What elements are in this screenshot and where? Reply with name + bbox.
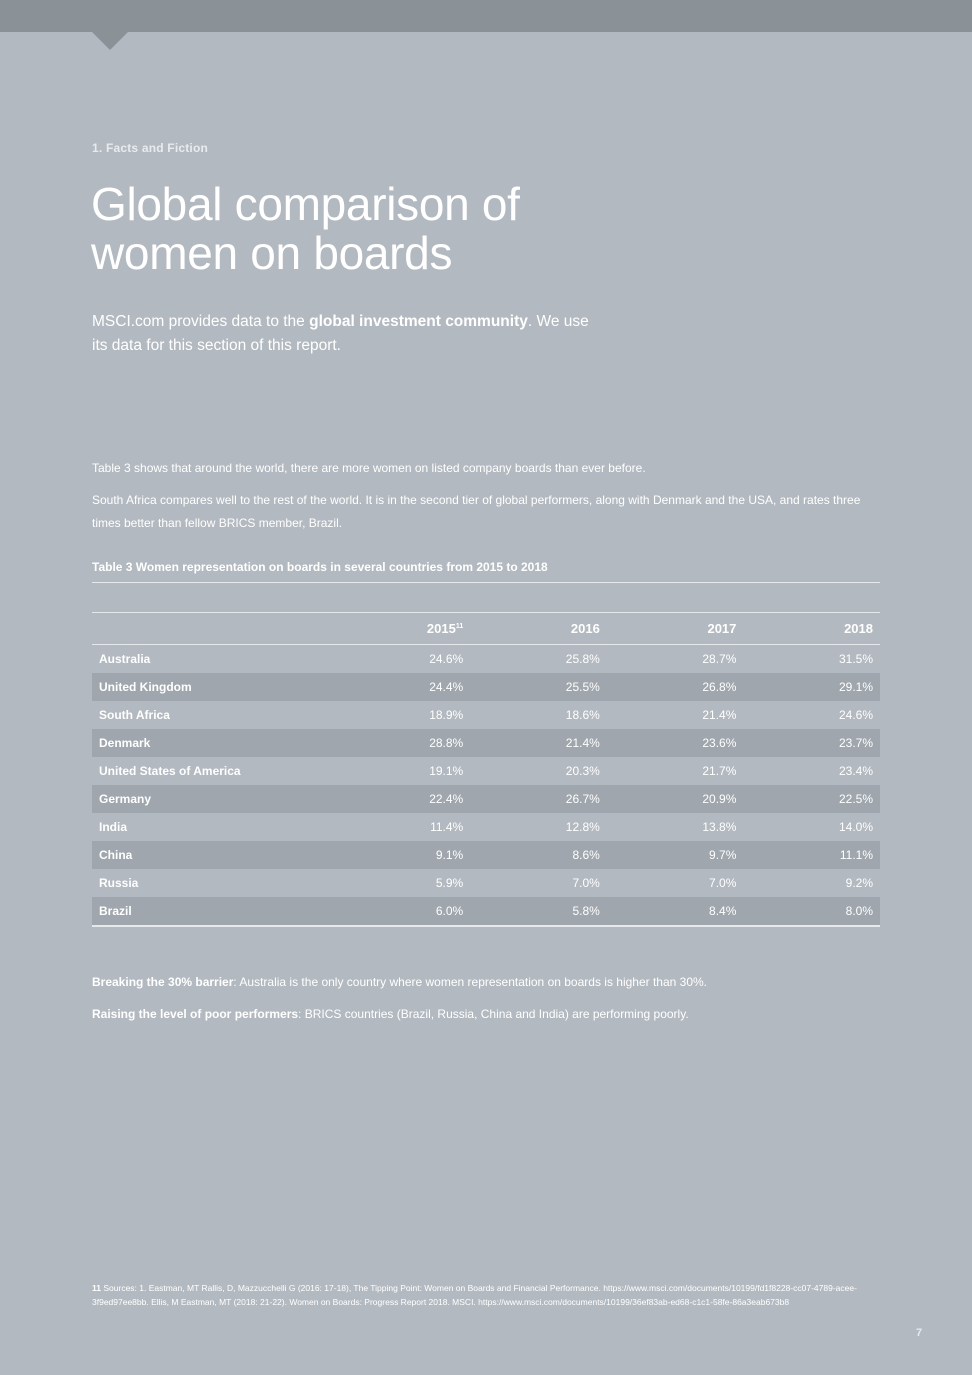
header-country bbox=[92, 613, 326, 645]
value-cell: 28.8% bbox=[326, 729, 470, 757]
value-cell: 23.4% bbox=[838, 764, 873, 778]
country-cell: United States of America bbox=[99, 764, 241, 778]
value-cell: 12.8% bbox=[565, 820, 600, 834]
intro-post: . We use its data for this section of this report. bbox=[92, 313, 589, 354]
value-cell: 25.5% bbox=[470, 673, 607, 701]
note-30-percent bbox=[92, 973, 882, 991]
country-cell: Brazil bbox=[92, 897, 326, 926]
note-1-text: : Australia is the only country where women representation on boards is higher than 30%. bbox=[233, 975, 708, 989]
value-cell: 24.6% bbox=[429, 652, 464, 666]
footnote-ref: 11 bbox=[455, 623, 464, 630]
value-cell: 29.1% bbox=[743, 673, 880, 701]
paragraph-1: Table 3 shows that around the world, there are more women on listed company boards than ever before. bbox=[92, 461, 646, 475]
value-cell: 20.3% bbox=[565, 764, 600, 778]
table-row bbox=[92, 673, 880, 701]
value-cell: 24.6% bbox=[838, 708, 873, 722]
value-cell: 26.7% bbox=[470, 785, 607, 813]
country-cell: Denmark bbox=[92, 729, 326, 757]
title-line-2: women on boards bbox=[91, 227, 453, 279]
value-cell: 9.7% bbox=[607, 841, 744, 869]
table-row bbox=[92, 729, 880, 757]
value-cell: 24.4% bbox=[326, 673, 470, 701]
value-cell: 9.2% bbox=[845, 876, 873, 890]
value-cell: 14.0% bbox=[838, 820, 873, 834]
country-cell: China bbox=[92, 841, 326, 869]
table-row bbox=[92, 813, 880, 841]
value-cell: 7.0% bbox=[709, 876, 737, 890]
table-row bbox=[92, 897, 880, 926]
footnote-number: 11 bbox=[92, 1283, 101, 1293]
note-1-bold: Breaking the 30% barrier bbox=[92, 975, 234, 989]
value-cell: 20.9% bbox=[607, 785, 744, 813]
page-title bbox=[91, 180, 651, 278]
footnote bbox=[92, 1281, 882, 1309]
value-cell: 21.4% bbox=[702, 708, 737, 722]
top-bar-notch bbox=[92, 32, 128, 50]
note-2-text: : BRICS countries (Brazil, Russia, China and India) are performing poorly. bbox=[298, 1007, 689, 1021]
country-cell: Russia bbox=[99, 876, 139, 890]
note-poor-performers bbox=[92, 1005, 882, 1023]
value-cell: 23.7% bbox=[743, 729, 880, 757]
table-row bbox=[92, 701, 880, 729]
table-row bbox=[92, 841, 880, 869]
country-cell: India bbox=[99, 820, 128, 834]
title-line-1: Global comparison of bbox=[91, 178, 520, 230]
value-cell: 7.0% bbox=[572, 876, 600, 890]
value-cell: 26.8% bbox=[607, 673, 744, 701]
footnote-text: Sources: 1. Eastman, MT Rallis, D, Mazzucchelli G (2016: 17-18), The Tipping Point: Women on Boards and Financial Performance. https://www.msci.com/documents/10199/fd1f8228-cc07-4789-acee-3f9ed97ee8bb. Ellis, M Eastman, MT (2018: 21-22). Women on Boards: Progress Report 2018. MSCI. https://www.msci.com/documents/10199/36ef83ab-ed68-c1c1-58fe-86a3eab673b8 bbox=[92, 1283, 857, 1307]
table-row bbox=[92, 645, 880, 674]
value-cell: 31.5% bbox=[838, 652, 873, 666]
table-title-rule bbox=[92, 582, 880, 583]
women-on-boards-table bbox=[92, 613, 880, 927]
value-cell: 11.1% bbox=[743, 841, 880, 869]
country-cell: South Africa bbox=[99, 708, 170, 722]
table-title: Table 3 Women representation on boards in several countries from 2015 to 2018 bbox=[92, 560, 548, 574]
header-year: 2016 bbox=[470, 613, 607, 645]
value-cell: 25.8% bbox=[565, 652, 600, 666]
intro-bold: global investment community bbox=[309, 313, 528, 330]
top-bar bbox=[0, 0, 972, 32]
value-cell: 8.0% bbox=[743, 897, 880, 926]
value-cell: 13.8% bbox=[702, 820, 737, 834]
value-cell: 22.4% bbox=[326, 785, 470, 813]
value-cell: 8.4% bbox=[607, 897, 744, 926]
page-number: 7 bbox=[916, 1327, 923, 1339]
country-cell: Germany bbox=[92, 785, 326, 813]
value-cell: 18.9% bbox=[429, 708, 464, 722]
header-year bbox=[326, 613, 470, 645]
header-year: 2018 bbox=[743, 613, 880, 645]
table-row bbox=[92, 785, 880, 813]
section-label: 1. Facts and Fiction bbox=[92, 141, 209, 155]
header-year: 2017 bbox=[607, 613, 744, 645]
value-cell: 28.7% bbox=[702, 652, 737, 666]
paragraph-2: South Africa compares well to the rest of the world. It is in the second tier of global performers, along with Denmark and the USA, and rates three times better than fellow BRICS member, Brazil. bbox=[92, 493, 861, 530]
country-cell: Australia bbox=[99, 652, 151, 666]
value-cell: 19.1% bbox=[429, 764, 464, 778]
value-cell: 9.1% bbox=[326, 841, 470, 869]
value-cell: 11.4% bbox=[430, 820, 464, 834]
country-cell: United Kingdom bbox=[92, 673, 326, 701]
note-2-bold: Raising the level of poor performers bbox=[92, 1007, 299, 1021]
value-cell: 6.0% bbox=[326, 897, 470, 926]
value-cell: 8.6% bbox=[470, 841, 607, 869]
table-row bbox=[92, 757, 880, 785]
intro-text bbox=[92, 310, 592, 358]
value-cell: 5.9% bbox=[435, 876, 464, 890]
value-cell: 18.6% bbox=[565, 708, 600, 722]
header-year-label: 2015 bbox=[426, 621, 456, 636]
table-header-row bbox=[92, 613, 880, 645]
value-cell: 23.6% bbox=[607, 729, 744, 757]
intro-pre: MSCI.com provides data to the bbox=[92, 313, 310, 330]
value-cell: 22.5% bbox=[743, 785, 880, 813]
value-cell: 5.8% bbox=[470, 897, 607, 926]
table-row bbox=[92, 869, 880, 897]
value-cell: 21.7% bbox=[702, 764, 737, 778]
value-cell: 21.4% bbox=[470, 729, 607, 757]
